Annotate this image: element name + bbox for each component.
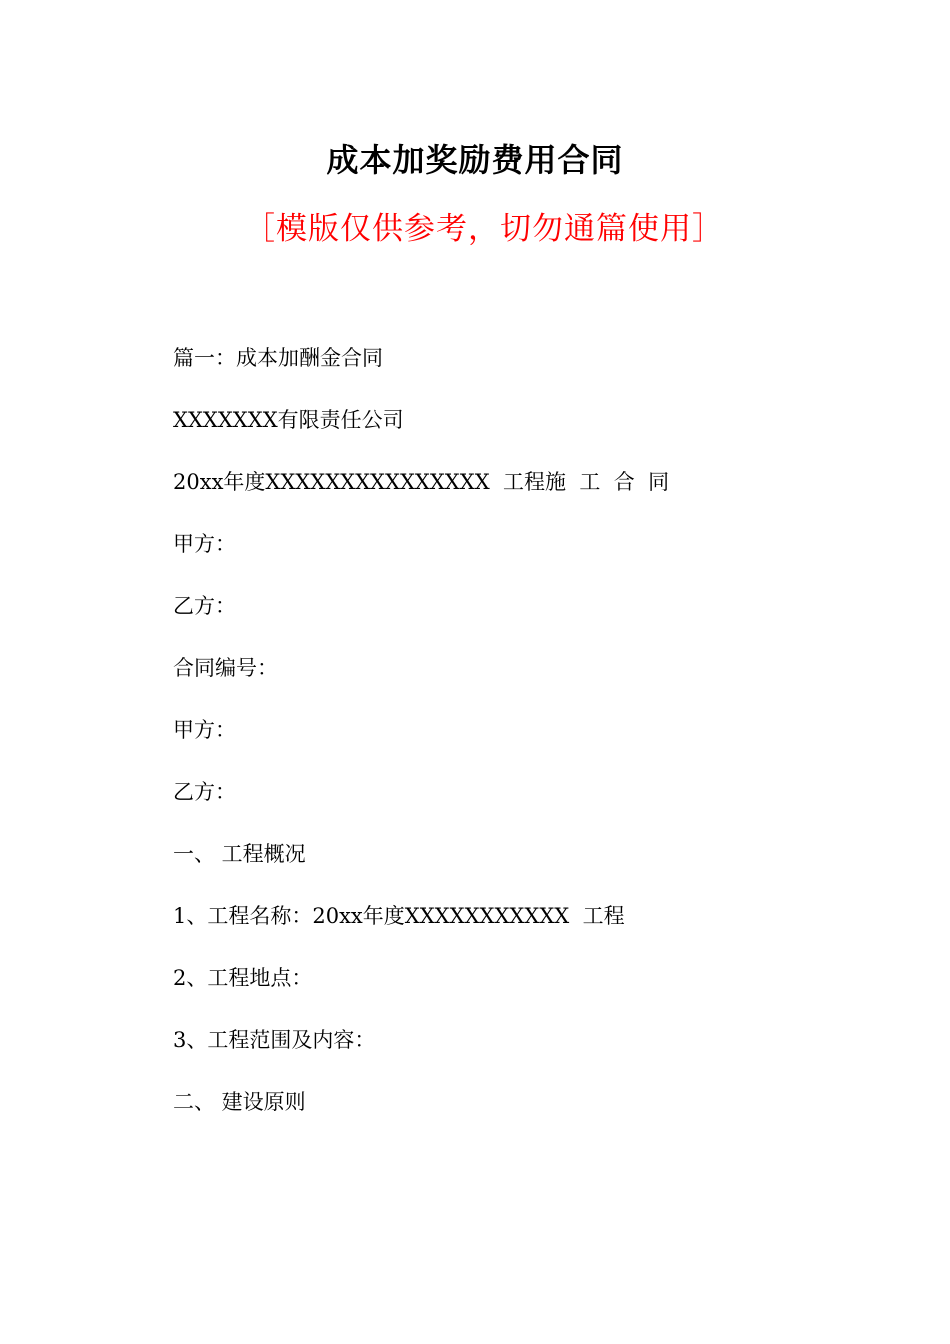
section-construction-principles: 二、 建设原则 xyxy=(173,1090,306,1114)
document-title: 成本加奖励费用合同 xyxy=(326,141,624,179)
party-a-label: 甲方： xyxy=(173,532,236,556)
party-a-label-2: 甲方： xyxy=(173,718,236,742)
party-b-label: 乙方： xyxy=(173,594,236,618)
section-project-overview: 一、 工程概况 xyxy=(173,842,306,866)
item-project-location: 2、工程地点： xyxy=(173,966,313,990)
contract-number-label: 合同编号： xyxy=(173,656,278,680)
item-project-scope: 3、工程范围及内容： xyxy=(173,1028,376,1052)
template-notice: ［模版仅供参考，切勿通篇使用］ xyxy=(244,211,724,247)
contract-heading: 20xx年度XXXXXXXXXXXXXXX 工程施 工 合 同 xyxy=(173,470,670,494)
party-b-label-2: 乙方： xyxy=(173,780,236,804)
document-body xyxy=(173,338,873,1144)
section-heading-part-one: 篇一：成本加酬金合同 xyxy=(173,346,383,370)
item-project-name: 1、工程名称：20xx年度XXXXXXXXXXX 工程 xyxy=(173,904,625,928)
company-name: XXXXXXX有限责任公司 xyxy=(173,408,404,432)
